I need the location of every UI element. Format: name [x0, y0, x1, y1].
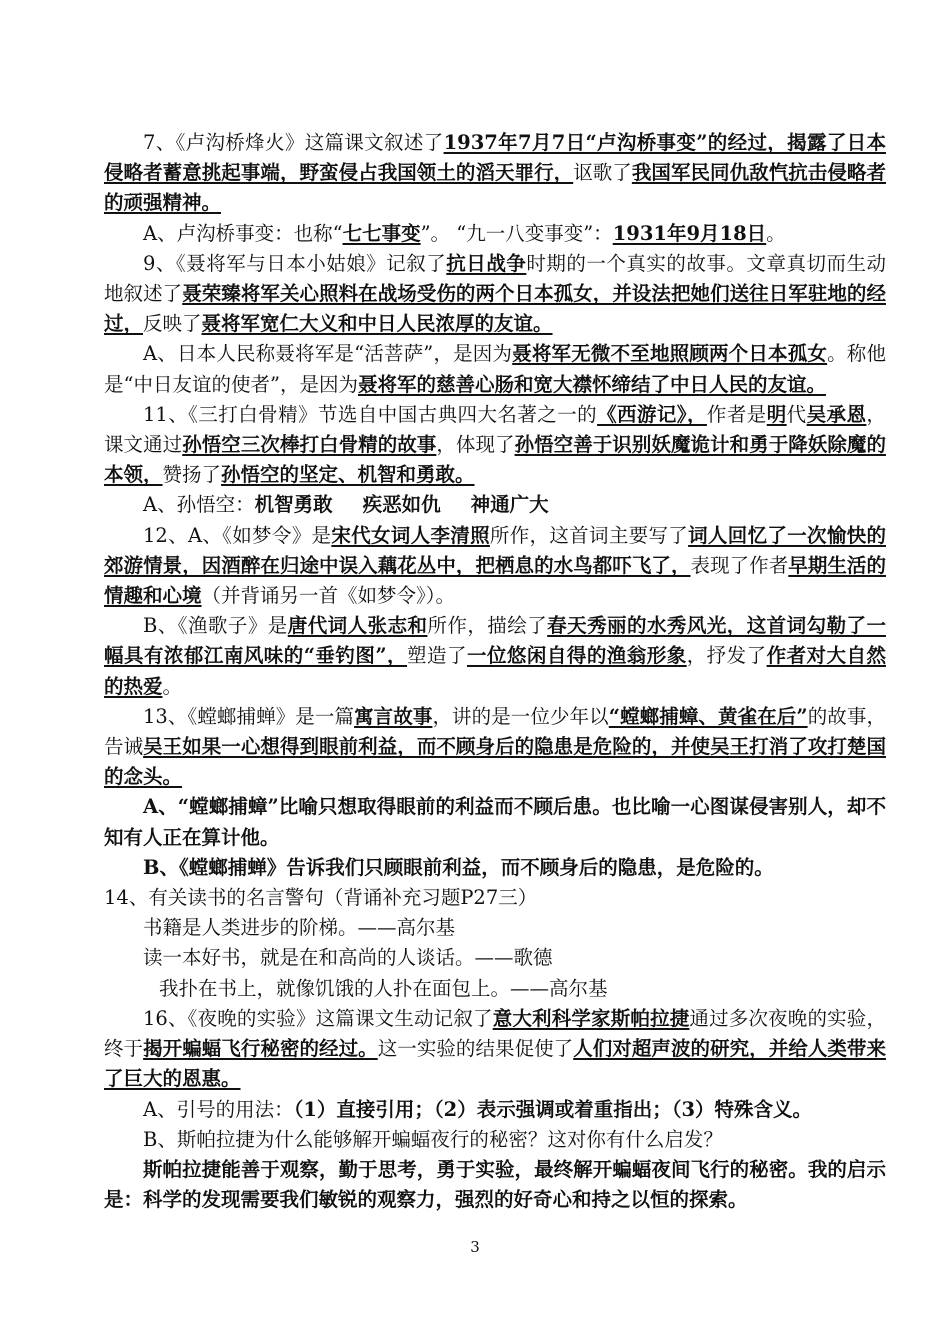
paragraph-12a-rumengling	[104, 521, 886, 612]
bold-answer	[807, 403, 867, 426]
underlined-answer: 一位悠闲自得的渔翁形象	[466, 644, 687, 668]
bold-answer	[331, 524, 490, 547]
underlined-answer: 吴王如果一心想得到眼前利益，而不顾身后的隐患是危险的，并使吴王打消了攻打楚国的念头。	[104, 735, 886, 789]
text-run: 9、《聂将军与日本小姑娘》记叙了	[143, 251, 447, 275]
underlined-answer: 1937年7月7日“卢沟桥事变”的经过，揭露了日本侵略者蓄意挑起事端，野蛮侵占我国领土的滔天罪行，	[104, 131, 886, 185]
underlined-answer: 《西游记》，	[597, 402, 707, 426]
underlined-answer: 吴承恩	[806, 402, 867, 426]
text-run: 13、《螳螂捕蝉》是一篇	[143, 704, 355, 728]
bold-answer	[182, 433, 436, 456]
paragraph-11a-sun-wukong	[104, 490, 886, 520]
bold-answer	[104, 735, 886, 788]
underlined-answer: 人们对超声波的研究，并给人类带来了巨大的恩惠。	[104, 1037, 886, 1091]
text-run: ，课文通过	[104, 402, 886, 457]
paragraph-7a-event-dates	[104, 219, 886, 249]
bold-answer	[512, 342, 827, 365]
underlined-answer: 宋代女词人李清照	[331, 523, 490, 547]
text-run: A、引号的用法：	[143, 1097, 294, 1121]
bold-answer	[467, 644, 687, 667]
underlined-answer: 孙悟空的坚定、机智和勇敢。	[221, 463, 475, 487]
text-run: 讴歌了	[573, 161, 632, 185]
bold-answer	[613, 222, 766, 245]
text-run: 代	[786, 402, 807, 426]
bold-answer	[446, 252, 526, 275]
text-run: （并背诵另一首《如梦令》）。	[201, 584, 456, 608]
bold-answer	[343, 222, 421, 245]
paragraph-16b-answer	[104, 1155, 886, 1215]
bold-text: 疾恶如仇	[362, 493, 441, 517]
underlined-answer: 词人回忆了一次愉快的郊游情景，因酒醉在归途中误入藕花丛中，把栖息的水鸟都吓飞了，	[104, 523, 886, 577]
underlined-answer: 聂荣臻将军关心照料在战场受伤的两个日本孤女，并设法把她们送往日军驻地的经过，	[104, 282, 886, 336]
underlined-answer: 寓言故事	[354, 704, 433, 728]
underlined-answer: 孙悟空三次棒打白骨精的故事	[182, 433, 437, 457]
bold-text: （1）直接引用；（2）表示强调或着重指出；（3）特殊含义。	[293, 1097, 813, 1121]
paragraph-13-mantis	[104, 702, 886, 793]
paragraph-16a-quotation-marks	[104, 1095, 886, 1125]
underlined-answer: 揭开蝙蝠飞行秘密的经过。	[143, 1037, 378, 1061]
text-run: 通过多次夜晚的实验，终于	[104, 1006, 886, 1061]
underlined-answer: 七七事变	[342, 221, 421, 245]
text-run: 赞扬了	[162, 463, 222, 487]
text-run: 11、《三打白骨精》节选自中国古典四大名著之一的	[143, 402, 598, 426]
text-run: 的故事，告诫	[104, 704, 886, 759]
text-run: 7、《卢沟桥烽火》这篇课文叙述了	[143, 131, 444, 154]
text-run: A、卢沟桥事变：也称“	[143, 221, 343, 245]
text-run: ，抒发了	[686, 644, 767, 668]
quote-goethe	[104, 943, 886, 973]
text-run: 塑造了	[407, 644, 467, 668]
bold-answer	[143, 1037, 378, 1060]
text-run: 表现了作者	[690, 553, 789, 577]
text-run: 这一实验的结果促使了	[377, 1037, 574, 1061]
underlined-answer: 孙悟空善于识别妖魔诡计和勇于降妖除魔的本领，	[104, 433, 886, 487]
bold-answer	[609, 705, 808, 728]
paragraph-16b-question	[104, 1125, 886, 1155]
text-run: 所作，描绘了	[427, 614, 548, 638]
text-run: 12、A、《如梦令》是	[143, 523, 332, 547]
underlined-answer: 意大利科学家斯帕拉捷	[492, 1006, 690, 1030]
text-run: 。称他是“中日友谊的使者”，是因为	[104, 342, 886, 396]
underlined-answer: 聂将军宽仁大义和中日人民浓厚的友谊。	[201, 312, 553, 336]
underlined-answer: 我国军民同仇敌忾抗击侵略者的顽强精神。	[104, 161, 886, 215]
paragraph-12b-yugezi	[104, 611, 886, 702]
underlined-answer: 聂将军的慈善心肠和宽大襟怀缔结了中日人民的友谊。	[357, 372, 826, 396]
text-run: 。	[766, 221, 786, 245]
paragraph-9a-living-buddha	[104, 339, 886, 399]
underlined-answer: 1931年9月18日	[612, 221, 767, 245]
underlined-answer: 早期生活的情趣和心境	[104, 553, 886, 608]
text-run: 作者是	[706, 402, 767, 426]
bold-text: B、《螳螂捕蝉》告诉我们只顾眼前利益，而不顾身后的隐患，是危险的。	[143, 855, 774, 879]
bold-answer	[354, 705, 432, 728]
bold-answer	[597, 403, 707, 426]
underlined-answer: 抗日战争	[446, 251, 527, 275]
text-run: 14、有关读书的名言警句（背诵补充习题P27三）	[104, 886, 538, 910]
text-run: 16、《夜晚的实验》这篇课文生动记叙了	[143, 1006, 493, 1030]
bold-text: 斯帕拉捷能善于观察，勤于思考，勇于实验，最终解开蝙蝠夜间飞行的秘密。我的启示是：科学的发现需要我们敏锐的观察力，强烈的好奇心和持之以恒的探索。	[104, 1157, 886, 1212]
text-run: A、日本人民称聂将军是“活菩萨”，是因为	[143, 342, 513, 366]
paragraph-11-baigujing	[104, 400, 886, 491]
bold-text: A、“螳螂捕蟑”比喻只想取得眼前的利益而不顾后患。也比喻一心图谋侵害别人，却不知有人正在算计他。	[104, 795, 886, 849]
page-number: 3	[470, 1238, 480, 1256]
text-run: 反映了	[143, 312, 202, 336]
document-body	[104, 128, 886, 1215]
underlined-answer: 春天秀丽的水秀风光，这首词勾勒了一幅具有浓郁江南风味的“垂钓图”，	[104, 614, 886, 668]
bold-answer	[221, 463, 475, 486]
text-run: 所作，这首词主要写了	[489, 523, 689, 547]
bold-answer	[493, 1007, 690, 1030]
underlined-answer: 明	[766, 402, 787, 426]
text-run: 。	[162, 674, 183, 698]
text-run: A、孙悟空：	[143, 493, 255, 517]
bold-answer	[288, 614, 428, 637]
text-run: 书籍是人类进步的阶梯。——高尔基	[143, 916, 456, 940]
bold-answer	[767, 403, 787, 426]
paragraph-13a-metaphor	[104, 792, 886, 852]
bold-text: 机智勇敢	[254, 493, 333, 517]
quote-gorky-ladder	[104, 913, 886, 943]
text-run: B、斯帕拉捷为什么能够解开蝙蝠夜行的秘密？这对你有什么启发？	[143, 1127, 723, 1151]
text-run: 读一本好书，就是在和高尚的人谈话。——歌德	[143, 946, 553, 970]
paragraph-7-lugouqiao	[104, 128, 886, 219]
underlined-answer: 作者对大自然的热爱	[104, 644, 886, 698]
paragraph-13b-lesson	[104, 853, 886, 883]
text-run: ”。 “九一八变事变”：	[420, 221, 613, 245]
text-run: B、《渔歌子》是	[143, 614, 288, 638]
underlined-answer: 聂将军无微不至地照顾两个日本孤女	[512, 342, 828, 366]
bold-answer	[202, 312, 553, 335]
bold-answer	[358, 373, 826, 396]
paragraph-14-reading-quotes	[104, 883, 886, 913]
bold-text: 神通广大	[470, 493, 549, 517]
underlined-answer: “螳螂捕蟑、黄雀在后”	[608, 704, 808, 728]
paragraph-16-night-experiment	[104, 1004, 886, 1095]
text-run: ，讲的是一位少年以	[432, 704, 609, 728]
text-run: 我扑在书上，就像饥饿的人扑在面包上。——高尔基	[159, 976, 608, 1000]
text-run: 时期的一个真实的故事。文章真切而生动地叙述了	[104, 251, 886, 306]
underlined-answer: 唐代词人张志和	[287, 614, 428, 638]
paragraph-9-nie-general	[104, 249, 886, 340]
quote-gorky-bread	[104, 974, 886, 1004]
text-run: ，体现了	[436, 433, 515, 457]
